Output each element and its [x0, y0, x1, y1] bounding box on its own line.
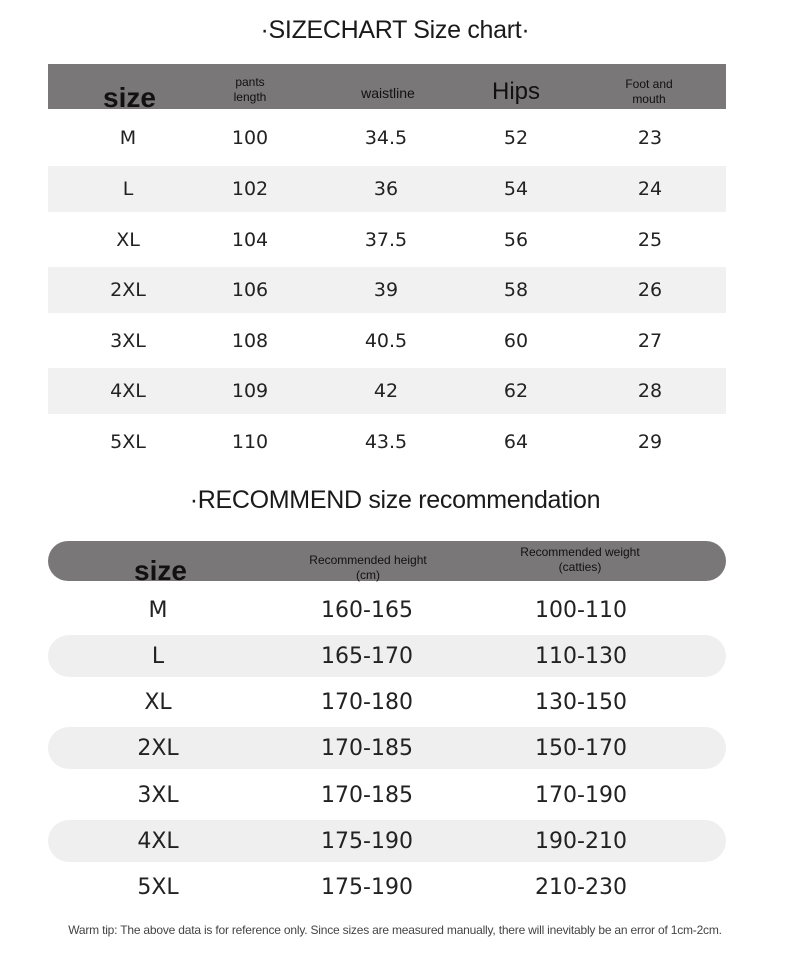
pants-length-cell: 100	[231, 127, 269, 149]
recommendation-row	[48, 866, 726, 908]
size-chart-header-waistline: waistline	[361, 85, 415, 101]
size-cell: 2XL	[137, 735, 179, 761]
height-cell: 170-185	[321, 735, 413, 761]
hips-cell: 54	[503, 178, 529, 200]
size-chart-row	[48, 368, 726, 414]
height-cell: 175-190	[321, 874, 413, 900]
foot-and-mouth-cell: 27	[637, 330, 663, 352]
height-cell: 170-185	[321, 782, 413, 808]
waistline-cell: 34.5	[364, 127, 408, 149]
pants-length-cell: 106	[231, 279, 269, 301]
pants-length-cell: 108	[231, 330, 269, 352]
size-cell: M	[148, 597, 168, 623]
recommendation-row	[48, 774, 726, 816]
hips-cell: 60	[503, 330, 529, 352]
size-chart-header-size: size	[103, 82, 156, 113]
foot-and-mouth-cell: 26	[637, 279, 663, 301]
size-cell: 3XL	[110, 330, 146, 352]
size-chart-header-pants-length: pants length	[233, 75, 267, 104]
size-chart-row	[48, 217, 726, 263]
waistline-cell: 42	[373, 380, 399, 402]
weight-cell: 110-130	[535, 643, 627, 669]
foot-and-mouth-cell: 24	[637, 178, 663, 200]
size-chart-row	[48, 267, 726, 313]
size-cell: 5XL	[137, 874, 179, 900]
weight-cell: 170-190	[535, 782, 627, 808]
warm-tip: Warm tip: The above data is for reference only. Since sizes are measured manually, there will inevitably be an error of 1cm-2cm.	[68, 923, 722, 937]
waistline-cell: 39	[373, 279, 399, 301]
recommendation-row	[48, 635, 726, 677]
recommendation-row	[48, 727, 726, 769]
foot-and-mouth-cell: 25	[637, 229, 663, 251]
size-cell: M	[119, 127, 137, 149]
size-cell: XL	[144, 689, 172, 715]
waistline-cell: 37.5	[364, 229, 408, 251]
size-cell: L	[122, 178, 134, 200]
foot-and-mouth-cell: 28	[637, 380, 663, 402]
height-cell: 165-170	[321, 643, 413, 669]
height-cell: 175-190	[321, 828, 413, 854]
hips-cell: 64	[503, 431, 529, 453]
recommendation-header-height: Recommended height (cm)	[309, 553, 427, 582]
waistline-cell: 40.5	[364, 330, 408, 352]
weight-cell: 130-150	[535, 689, 627, 715]
weight-cell: 150-170	[535, 735, 627, 761]
foot-and-mouth-cell: 29	[637, 431, 663, 453]
weight-cell: 210-230	[535, 874, 627, 900]
size-cell: L	[151, 643, 165, 669]
hips-cell: 56	[503, 229, 529, 251]
waistline-cell: 36	[373, 178, 399, 200]
foot-and-mouth-cell: 23	[637, 127, 663, 149]
hips-cell: 52	[503, 127, 529, 149]
hips-cell: 58	[503, 279, 529, 301]
size-chart-row	[48, 419, 726, 465]
pants-length-cell: 109	[231, 380, 269, 402]
size-cell: 3XL	[137, 782, 179, 808]
size-cell: XL	[116, 229, 140, 251]
height-cell: 160-165	[321, 597, 413, 623]
size-chart-row	[48, 166, 726, 212]
recommendation-header-size: size	[134, 555, 187, 586]
pants-length-cell: 110	[231, 431, 269, 453]
weight-cell: 190-210	[535, 828, 627, 854]
size-chart-title: ·SIZECHART Size chart·	[260, 16, 530, 44]
pants-length-cell: 102	[231, 178, 269, 200]
size-cell: 5XL	[110, 431, 146, 453]
recommendation-row	[48, 820, 726, 862]
size-chart-row	[48, 318, 726, 364]
recommendation-row	[48, 589, 726, 631]
pants-length-cell: 104	[231, 229, 269, 251]
size-cell: 4XL	[110, 380, 146, 402]
size-chart-header-hips: Hips	[492, 78, 541, 105]
hips-cell: 62	[503, 380, 529, 402]
size-chart-header-foot-and-mouth: Foot and mouth	[625, 77, 673, 106]
waistline-cell: 43.5	[364, 431, 408, 453]
recommendation-title: ·RECOMMEND size recommendation	[189, 486, 601, 514]
height-cell: 170-180	[321, 689, 413, 715]
weight-cell: 100-110	[535, 597, 627, 623]
size-cell: 4XL	[137, 828, 179, 854]
recommendation-row	[48, 681, 726, 723]
size-chart-row	[48, 115, 726, 161]
size-cell: 2XL	[110, 279, 146, 301]
recommendation-header-weight: Recommended weight (catties)	[520, 545, 640, 574]
